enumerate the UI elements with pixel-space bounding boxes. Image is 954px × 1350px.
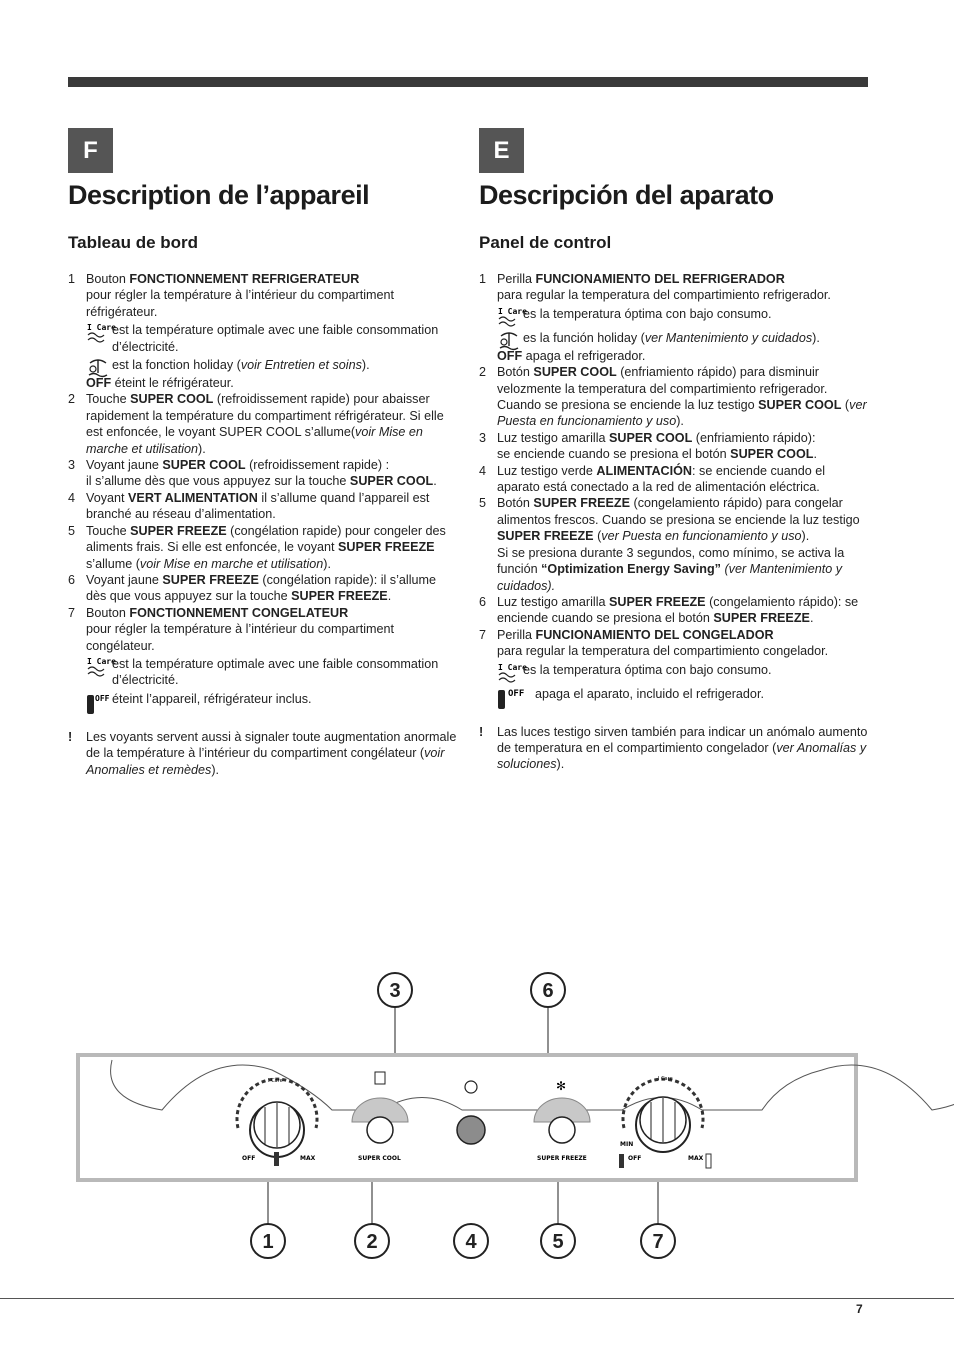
icare-icon	[497, 306, 527, 328]
language-badge-es: E	[479, 128, 524, 173]
list-item: 7 Perilla FUNCIONAMIENTO DEL CONGELADOR para regular la temperatura del compartimiento congelador. I Care es la temperatura óptima con bajo consumo. OFF apaga el aparato, incluido el refrigerador.	[479, 627, 869, 710]
off-icon	[86, 691, 110, 715]
page-number: 7	[856, 1302, 863, 1316]
svg-text:SUPER FREEZE: SUPER FREEZE	[537, 1155, 587, 1162]
list-item: 2 Botón SUPER COOL (enfriamiento rápido) para disminuir velozmente la temperatura del compartimiento refrigerador. Cuando se presiona se enciende la luz testigo SUPER COOL (ver Puesta en funcionamiento y uso).	[479, 365, 867, 429]
callout-7	[641, 1224, 675, 1258]
off-icon	[497, 686, 533, 710]
callout-1	[251, 1224, 285, 1258]
svg-text:OFF: OFF	[508, 688, 525, 699]
callout-2	[355, 1224, 389, 1258]
callout-3	[378, 973, 412, 1007]
svg-text:I Care: I Care	[87, 323, 116, 333]
list-item: 3 Luz testigo amarilla SUPER COOL (enfriamiento rápido): se enciende cuando se presiona el botón SUPER COOL.	[479, 430, 817, 462]
svg-text:I Care: I Care	[498, 662, 527, 672]
holiday-line: es la función holiday (ver Mantenimiento y cuidados).	[497, 330, 869, 352]
callout-6	[531, 973, 565, 1007]
svg-text:OFF: OFF	[242, 1155, 256, 1162]
svg-text:OFF: OFF	[95, 693, 110, 703]
svg-text:MIN: MIN	[620, 1141, 634, 1148]
svg-text:MAX: MAX	[300, 1155, 316, 1162]
icare-line: I Care es la temperatura óptima con bajo consumo.	[497, 662, 869, 684]
column-es	[479, 180, 869, 773]
list-item: 6 Voyant jaune SUPER FREEZE (congélation rapide): il s’allume dès que vous appuyez sur la touche SUPER FREEZE.	[68, 572, 437, 604]
svg-text:3: 3	[389, 980, 401, 1002]
svg-text:1: 1	[262, 1231, 274, 1253]
language-badge-fr: F	[68, 128, 113, 173]
control-panel-diagram	[0, 960, 954, 1280]
icare-line: I Care est la température optimale avec une faible consommation d’électricité.	[87, 323, 439, 354]
off-icon	[274, 1152, 279, 1166]
column-fr	[68, 180, 458, 778]
svg-text:OFF: OFF	[628, 1155, 642, 1162]
page-title-es: Descripción del aparato	[479, 180, 774, 210]
list-item: 6 Luz testigo amarilla SUPER FREEZE (congelamiento rápido): se enciende cuando se presiona el botón SUPER FREEZE.	[479, 594, 859, 626]
icare-icon	[86, 656, 116, 678]
icare-line: I Care est la température optimale avec une faible consommation d’électricité.	[87, 656, 439, 688]
list-item: 5 Touche SUPER FREEZE (congélation rapide) pour congeler des aliments frais. Si elle est enfoncée, le voyant SUPER FREEZE s’allume (voir Mise en marche et utilisation).	[68, 523, 446, 571]
callout-5	[541, 1224, 575, 1258]
icare-icon	[497, 662, 527, 684]
list-item: 1 Perilla FUNCIONAMIENTO DEL REFRIGERADOR para regular la temperatura del compartimiento refrigerador. I Care es la temperatura óptima con bajo consumo. es la función holiday (ver Mantenimiento y cuidados). OFF apaga el refrigerador.	[479, 271, 869, 364]
list-item: 4 Voyant VERT ALIMENTATION il s’allume quand l’appareil est branché au réseau d’alimentation.	[68, 490, 430, 522]
svg-text:4: 4	[465, 1231, 477, 1253]
top-rule	[68, 77, 868, 87]
svg-text:I Care: I Care	[87, 656, 116, 666]
svg-text:5: 5	[552, 1231, 564, 1253]
callout-4	[454, 1224, 488, 1258]
svg-text:I Care: I Care	[498, 306, 527, 316]
icare-line: I Care es la temperatura óptima con bajo consumo.	[497, 306, 869, 328]
svg-text:I Care: I Care	[268, 1078, 283, 1084]
list-item: 5 Botón SUPER FREEZE (congelamiento rápido) para congelar alimentos frescos. Cuando se presiona se enciende la luz testigo SUPER FREEZE (ver Puesta en funcionamiento y uso). Si se presiona durante 3 segundos, como mínimo, se activa la función “Optimization Energy Saving” (ver Mantenimiento y cuidados).	[479, 496, 860, 593]
page-title-fr: Description de l’appareil	[68, 180, 370, 210]
svg-text:2: 2	[366, 1231, 378, 1253]
svg-text:I Care: I Care	[658, 1076, 673, 1082]
off-line: OFF apaga el aparato, incluido el refrigerador.	[497, 686, 869, 710]
section-title-es: Panel de control	[479, 233, 612, 252]
list-item: 7 Bouton FONCTIONNEMENT CONGELATEUR pour régler la température à l’intérieur du compartiment congélateur. I Care est la température optimale avec une faible consommation d’électricité. OFF éteint l’appareil, réfrigérateur inclus.	[68, 605, 458, 715]
off-line: OFF éteint l’appareil, réfrigérateur inclus.	[86, 691, 458, 715]
list-item: 3 Voyant jaune SUPER COOL (refroidissement rapide) : il s’allume dès que vous appuyez sur la touche SUPER COOL.	[68, 458, 437, 489]
warning-note: ! Las luces testigo sirven también para indicar un anómalo aumento de temperatura en el compartimiento congelador (ver Anomalías y soluciones).	[479, 724, 868, 772]
list-item: 4 Luz testigo verde ALIMENTACIÓN: se enciende cuando el aparato está conectado a la red de alimentación eléctrica.	[479, 463, 826, 495]
icare-icon	[86, 322, 116, 344]
svg-text:6: 6	[542, 980, 554, 1002]
snowflake-icon: ✻	[556, 1079, 567, 1093]
svg-text:MAX: MAX	[688, 1155, 704, 1162]
list-item: 2 Touche SUPER COOL (refroidissement rapide) pour abaisser rapidement la température du compartiment réfrigérateur. Si elle est enfoncée, le voyant SUPER COOL s’allume(voir Mise en marche et utilisation).	[68, 392, 444, 456]
svg-text:SUPER COOL: SUPER COOL	[358, 1155, 401, 1162]
holiday-line: est la fonction holiday (voir Entretien et soins).	[86, 357, 458, 379]
svg-text:7: 7	[652, 1231, 664, 1253]
footer-rule	[0, 1298, 954, 1299]
list-item: 1 Bouton FONCTIONNEMENT REFRIGERATEUR pour régler la température à l’intérieur du compartiment réfrigérateur. I Care est la température optimale avec une faible consommation d’électricité. est la fonction holiday (voir Entretien et soins). OFF éteint le réfrigérateur.	[68, 271, 458, 391]
warning-note: ! Les voyants servent aussi à signaler toute augmentation anormale de la température à l’intérieur du compartiment congélateur (voir Anomalies et remèdes).	[68, 729, 457, 777]
section-title-fr: Tableau de bord	[68, 233, 199, 252]
